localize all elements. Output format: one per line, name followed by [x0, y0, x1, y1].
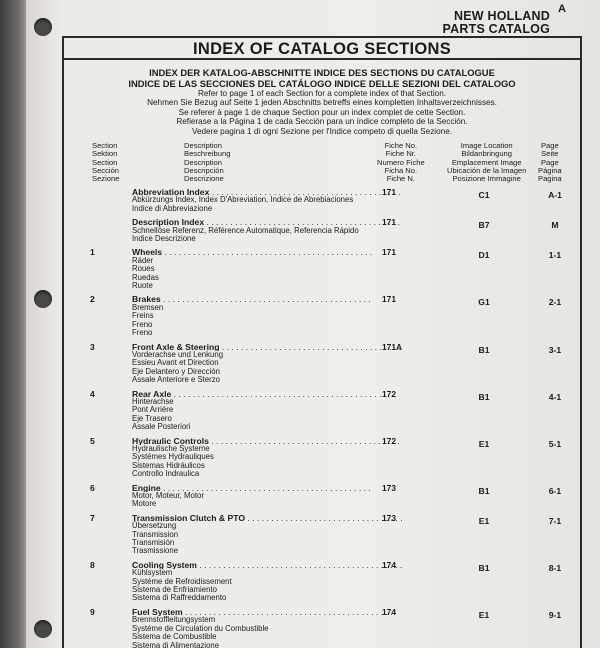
- section-translation: Ruedas: [132, 272, 159, 282]
- section-number: 5: [90, 435, 95, 446]
- index-frame: [62, 36, 582, 648]
- section-translation: Kühlsystem: [132, 568, 173, 578]
- intro-line: Vedere pagina 1 di ogni Sezione per l'Indice competo di quella Sezione.: [191, 126, 453, 136]
- index-entry: [64, 484, 580, 509]
- section-translation: Transmisión: [132, 538, 175, 548]
- image-location: B1: [478, 391, 490, 402]
- section-description: [132, 248, 402, 290]
- section-name: Fuel System . . .: [132, 608, 402, 616]
- section-translation: Sistema di Raffreddamento: [132, 593, 227, 603]
- image-location: B1: [478, 562, 490, 573]
- column-header-section: Section Sektion Section Sección Sezione: [92, 141, 120, 184]
- column-header-image-location: Image Location Bildanbringung Emplacement Image Ubicación de la Imagen Posizione Immagine: [447, 141, 527, 184]
- page-number: 2-1: [548, 297, 562, 308]
- section-number: 7: [90, 512, 95, 523]
- index-entry: [64, 248, 580, 290]
- image-location: G1: [478, 297, 490, 308]
- section-description: [132, 295, 402, 337]
- image-location: D1: [478, 250, 490, 261]
- section-translation: Vorderachse und Lenkung: [132, 349, 224, 359]
- section-translation: Sistema de Enfriamiento: [132, 585, 217, 595]
- section-translation: Sistema di Alimentazione: [132, 640, 220, 648]
- image-location: B7: [478, 220, 490, 231]
- intro-line: Refierase a la Página 1 de cada Sección para un índice completo de la Sección.: [176, 117, 468, 127]
- intro-block: [64, 68, 580, 136]
- section-translation: Indice di Abbreviazione: [132, 203, 213, 213]
- section-translation: Ruote: [132, 281, 153, 291]
- section-translation: Systéme de Circulation du Combustible: [132, 623, 269, 633]
- section-translation: Roues: [132, 264, 155, 274]
- section-description: [132, 608, 402, 648]
- page-title: INDEX OF CATALOG SECTIONS: [64, 38, 580, 60]
- image-location: B1: [478, 344, 490, 355]
- section-number: 3: [90, 341, 95, 352]
- page-number: 4-1: [548, 391, 562, 402]
- fiche-number: 173: [382, 482, 396, 493]
- section-translation: Motore: [132, 499, 157, 509]
- section-translation: Indice Descrizione: [132, 234, 196, 244]
- index-entry: [64, 608, 580, 648]
- section-name: Transmission Clutch & PTO . . .: [132, 514, 402, 522]
- section-name: Hydraulic Controls . . .: [132, 437, 402, 445]
- section-translation: Controllo Indraulica: [132, 469, 200, 479]
- index-entry: [64, 390, 580, 432]
- column-header-fiche: Fiche No. Fiche Nr. Numero Fiche Ficha No. Fiche N.: [377, 141, 425, 184]
- section-translation: Abkürzungs Index, Index D'Abreviation, Indice de Abrebiaciones: [132, 195, 354, 205]
- page-number: 6-1: [548, 485, 562, 496]
- catalog-page: [26, 0, 600, 648]
- intro-line: Se referer à page 1 de chaque Section pour un index complet de cette Section.: [178, 107, 466, 117]
- section-translation: Freno: [132, 319, 153, 329]
- index-entry: [64, 343, 580, 385]
- image-location: B1: [478, 485, 490, 496]
- section-description: [132, 514, 402, 556]
- section-number: 1: [90, 247, 95, 258]
- page-number: 9-1: [548, 609, 562, 620]
- section-translation: Sistema de Combustible: [132, 632, 217, 642]
- section-translation: Übersetzung: [132, 521, 177, 531]
- fiche-number: 172: [382, 388, 396, 399]
- section-name: Rear Axle . . .: [132, 390, 402, 398]
- catalog-name: PARTS CATALOG: [442, 22, 550, 36]
- section-translation: Pont Arrière: [132, 405, 174, 415]
- column-header-description: Description Beschreibung Description Descripción Descrizione: [184, 141, 231, 184]
- fiche-number: 173: [382, 512, 396, 523]
- section-translation: Motor, Moteur, Motor: [132, 491, 204, 500]
- index-entry: [64, 514, 580, 556]
- section-index-list: [64, 188, 580, 648]
- section-name: Wheels . . .: [132, 248, 402, 256]
- intro-line: Refer to page 1 of each Section for a complete index of that Section.: [197, 89, 447, 98]
- punch-hole: [34, 290, 52, 308]
- section-description: [132, 437, 402, 479]
- section-number: 4: [90, 388, 95, 399]
- section-number: 8: [90, 559, 95, 570]
- section-translation: Räder: [132, 255, 154, 265]
- section-translation: Brennstoffleitungsystem: [132, 615, 216, 625]
- image-location: E1: [478, 438, 490, 449]
- section-translation: Essieu Avant et Direction: [132, 358, 219, 368]
- fiche-number: 172: [382, 435, 396, 446]
- section-number: 2: [90, 294, 95, 305]
- section-translation: Sistemas Hidráulicos: [132, 460, 205, 470]
- section-translation: Bremsen: [132, 302, 164, 312]
- brand-header: [443, 10, 550, 36]
- intro-line: INDEX DER KATALOG-ABSCHNITTE INDICE DES SECTIONS DU CATALOGUE: [149, 67, 495, 78]
- section-translation: Eje Trasero: [132, 413, 172, 423]
- section-translation: Hinterachse: [132, 396, 174, 406]
- index-entry: [64, 295, 580, 337]
- section-number: 6: [90, 482, 95, 493]
- intro-line: Nehmen Sie Bezug auf Seite 1 jeden Abschnitts betreffs eines kompletten Inhaltsverzeichnisses.: [147, 98, 497, 108]
- fiche-number: 171: [382, 247, 396, 258]
- fiche-number: 174: [382, 606, 396, 617]
- section-description: [132, 390, 402, 432]
- fiche-number: 174: [382, 559, 396, 570]
- page-number: 3-1: [548, 344, 562, 355]
- punch-hole: [34, 620, 52, 638]
- section-description: [132, 484, 402, 509]
- index-entry: [64, 437, 580, 479]
- section-name: Brakes . . .: [132, 295, 402, 303]
- page-number: M: [551, 220, 559, 231]
- page-number: 1-1: [548, 250, 562, 261]
- section-name: Cooling System . . .: [132, 561, 402, 569]
- section-translation: Hydraulische Systeme: [132, 443, 210, 453]
- page-letter: A: [558, 3, 566, 15]
- fiche-number: 171: [382, 187, 396, 197]
- section-translation: Assale Posteriori: [132, 422, 191, 432]
- section-translation: Freins: [132, 311, 154, 321]
- section-translation: Eje Delantero y Dirección: [132, 366, 220, 376]
- index-entry: [64, 218, 580, 243]
- column-header-page: Page Seite Page Página Pagina: [538, 141, 562, 184]
- image-location: E1: [478, 609, 490, 620]
- section-translation: Freno: [132, 328, 153, 338]
- image-location: C1: [478, 190, 490, 200]
- section-description: [132, 218, 402, 243]
- section-translation: Transmission: [132, 529, 179, 539]
- index-entry: [64, 188, 580, 213]
- page-number: A-1: [548, 190, 562, 200]
- image-location: E1: [478, 515, 490, 526]
- section-translation: Assale Anteriore e Sterzo: [132, 375, 220, 385]
- page-number: 7-1: [548, 515, 562, 526]
- fiche-number: 171: [382, 294, 396, 305]
- section-name: Description Index . . .: [132, 218, 402, 226]
- section-description: [132, 561, 402, 603]
- page-number: 8-1: [548, 562, 562, 573]
- section-translation: Systémes Hydrauliques: [132, 452, 214, 462]
- section-number: 9: [90, 606, 95, 617]
- section-translation: Schnellöse Referenz, Référence Automatique, Referencia Rápido: [132, 225, 359, 235]
- section-name: Engine . . .: [132, 484, 402, 492]
- section-description: [132, 188, 402, 213]
- intro-line: INDICE DE LAS SECCIONES DEL CATÁLOGO INDICE DELLE SEZIONI DEL CATALOGO: [128, 77, 516, 89]
- section-name: Front Axle & Steering . . .: [132, 343, 402, 351]
- brand-name: NEW HOLLAND: [454, 9, 550, 23]
- section-name: Abbreviation Index . . .: [132, 188, 402, 196]
- fiche-number: 171A: [382, 341, 403, 352]
- section-description: [132, 343, 402, 385]
- page-number: 5-1: [548, 438, 562, 449]
- fiche-number: 171: [382, 217, 396, 228]
- section-translation: Trasmissione: [132, 546, 179, 556]
- punch-hole: [34, 18, 52, 36]
- index-entry: [64, 561, 580, 603]
- section-translation: Systéme de Refroidissement: [132, 576, 232, 586]
